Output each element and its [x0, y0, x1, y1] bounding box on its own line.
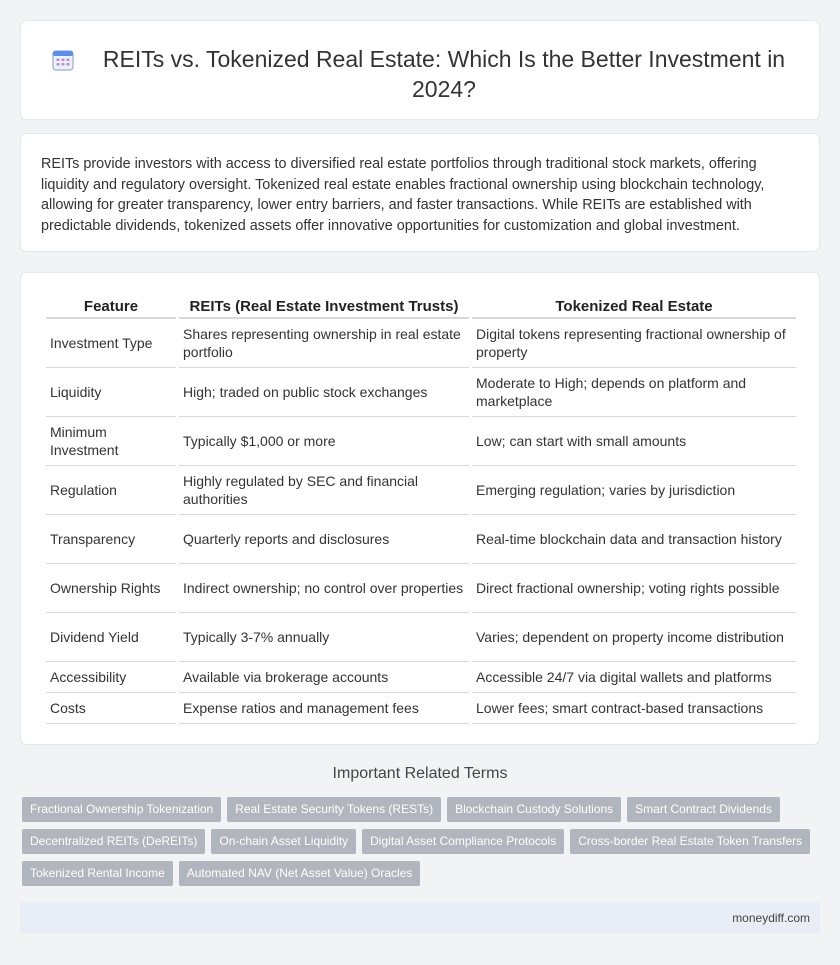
related-term-tag[interactable]: Automated NAV (Net Asset Value) Oracles — [179, 861, 421, 886]
title-card — [20, 20, 820, 120]
table-row — [46, 319, 796, 368]
related-term-tag[interactable]: Smart Contract Dividends — [627, 797, 780, 822]
table-row — [46, 613, 796, 662]
related-term-tag[interactable]: Real Estate Security Tokens (RESTs) — [227, 797, 441, 822]
column-header-reits: REITs (Real Estate Investment Trusts) — [179, 295, 469, 319]
summary-card — [20, 133, 820, 252]
feature-cell: Ownership Rights — [46, 564, 176, 613]
related-term-tag[interactable]: Fractional Ownership Tokenization — [22, 797, 221, 822]
feature-cell: Accessibility — [46, 662, 176, 693]
tokenized-cell: Digital tokens representing fractional ownership of property — [472, 319, 796, 368]
feature-cell: Transparency — [46, 515, 176, 564]
comparison-table — [43, 295, 799, 724]
table-header-row — [46, 295, 796, 319]
related-term-tag[interactable]: Blockchain Custody Solutions — [447, 797, 621, 822]
column-header-feature: Feature — [46, 295, 176, 319]
feature-cell: Investment Type — [46, 319, 176, 368]
comparison-card — [20, 272, 820, 745]
related-terms-heading: Important Related Terms — [332, 765, 508, 782]
tokenized-cell: Direct fractional ownership; voting rights possible — [472, 564, 796, 613]
reits-cell: Expense ratios and management fees — [179, 693, 469, 724]
feature-cell: Minimum Investment — [46, 417, 176, 466]
related-term-tag[interactable]: Decentralized REITs (DeREITs) — [22, 829, 205, 854]
tokenized-cell: Lower fees; smart contract-based transactions — [472, 693, 796, 724]
reits-cell: Highly regulated by SEC and financial authorities — [179, 466, 469, 515]
related-term-tag[interactable]: Tokenized Rental Income — [22, 861, 173, 886]
feature-cell: Costs — [46, 693, 176, 724]
feature-cell: Dividend Yield — [46, 613, 176, 662]
tokenized-cell: Emerging regulation; varies by jurisdiction — [472, 466, 796, 515]
footer — [20, 902, 820, 934]
table-row — [46, 417, 796, 466]
table-row — [46, 564, 796, 613]
calendar-icon — [51, 48, 75, 72]
tokenized-cell: Real-time blockchain data and transaction history — [472, 515, 796, 564]
feature-cell: Liquidity — [46, 368, 176, 417]
table-row — [46, 466, 796, 515]
reits-cell: Typically $1,000 or more — [179, 417, 469, 466]
related-term-tag[interactable]: On-chain Asset Liquidity — [211, 829, 356, 854]
reits-cell: Quarterly reports and disclosures — [179, 515, 469, 564]
reits-cell: Available via brokerage accounts — [179, 662, 469, 693]
related-term-tag[interactable]: Digital Asset Compliance Protocols — [362, 829, 564, 854]
table-row — [46, 693, 796, 724]
page-title: REITs vs. Tokenized Real Estate: Which Is the Better Investment in 2024? — [102, 46, 786, 102]
feature-cell: Regulation — [46, 466, 176, 515]
column-header-tokenized: Tokenized Real Estate — [472, 295, 796, 319]
related-term-tag[interactable]: Cross-border Real Estate Token Transfers — [570, 829, 810, 854]
tokenized-cell: Moderate to High; depends on platform and marketplace — [472, 368, 796, 417]
reits-cell: Typically 3-7% annually — [179, 613, 469, 662]
reits-cell: Indirect ownership; no control over properties — [179, 564, 469, 613]
table-row — [46, 515, 796, 564]
table-row — [46, 662, 796, 693]
table-row — [46, 368, 796, 417]
site-link[interactable]: moneydiff.com — [732, 911, 810, 925]
reits-cell: High; traded on public stock exchanges — [179, 368, 469, 417]
tokenized-cell: Accessible 24/7 via digital wallets and platforms — [472, 662, 796, 693]
tokenized-cell: Varies; dependent on property income distribution — [472, 613, 796, 662]
reits-cell: Shares representing ownership in real estate portfolio — [179, 319, 469, 368]
summary-text: REITs provide investors with access to diversified real estate portfolios through traditional stock markets, offering liquidity and regulatory oversight. Tokenized real estate enables fractional ownership using blockchain technology, allowing for greater transparency, lower entry barriers, and faster transactions. While REITs are established with predictable dividends, tokenized assets offer innovative opportunities for customization and global investment. — [41, 156, 765, 234]
related-terms-list — [22, 797, 812, 886]
tokenized-cell: Low; can start with small amounts — [472, 417, 796, 466]
